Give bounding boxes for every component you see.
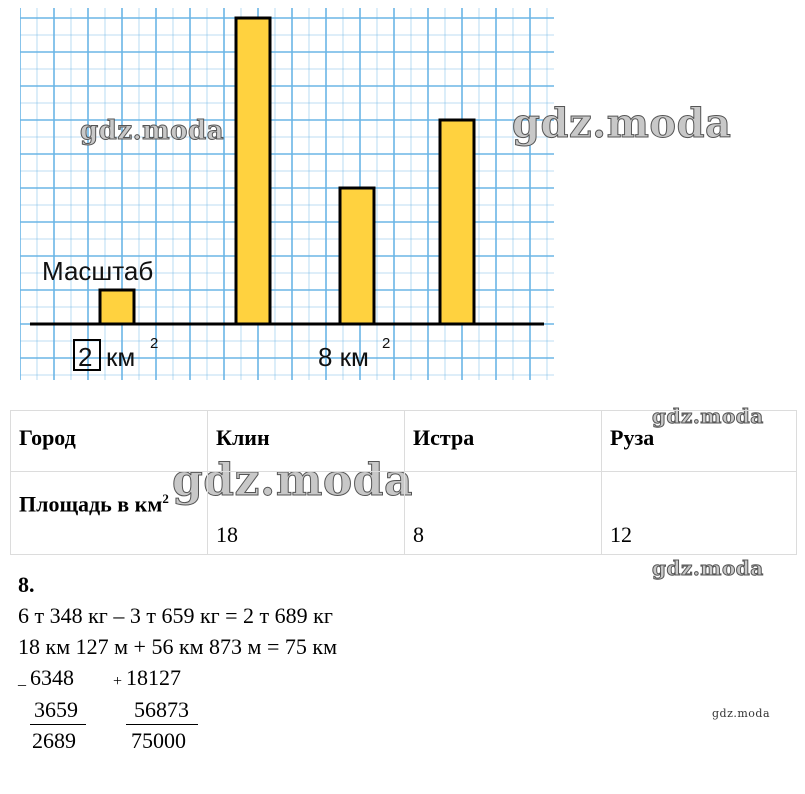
calc-top: 6348 — [30, 665, 74, 690]
task-number: 8. — [18, 572, 35, 597]
scale-box-value: 2 — [78, 342, 93, 372]
bar-chart — [20, 8, 554, 380]
calc-middle: 3659 — [30, 697, 86, 725]
table-header-row — [11, 411, 797, 472]
value-cell: 18 — [208, 472, 405, 555]
equation-line: 18 км 127 м + 56 км 873 м = 75 км — [18, 634, 337, 659]
row-label: Площадь в км — [19, 491, 163, 517]
chart-svg — [20, 8, 554, 380]
plus-sign: + — [113, 673, 123, 690]
annotation-exponent: 2 — [382, 335, 391, 352]
table-row — [11, 472, 797, 555]
row-label-exponent: 2 — [162, 491, 169, 506]
scale-unit-exponent: 2 — [150, 335, 159, 352]
value-cell: 8 — [405, 472, 602, 555]
row-label-cell — [11, 472, 208, 555]
value-cell: 12 — [602, 472, 797, 555]
calc-top: 18127 — [126, 665, 181, 690]
watermark: gdz.moda — [712, 707, 771, 720]
scale-label: Масштаб — [42, 256, 154, 286]
calc-middle: 56873 — [126, 697, 198, 725]
bar — [100, 290, 134, 324]
watermark: gdz.moda — [652, 404, 764, 428]
scale-unit: км — [106, 342, 136, 372]
watermark: gdz.moda — [80, 116, 225, 146]
bar — [236, 18, 270, 324]
watermark: gdz.moda — [652, 556, 764, 580]
equation-line: 6 т 348 кг – 3 т 659 кг = 2 т 689 кг — [18, 603, 333, 628]
watermark: gdz.moda — [512, 100, 732, 147]
header-cell: Истра — [405, 411, 602, 472]
calc-result: 2689 — [32, 728, 76, 753]
header-cell: Руза — [602, 411, 797, 472]
header-cell: Клин — [208, 411, 405, 472]
bar — [440, 120, 474, 324]
minus-sign: _ — [18, 671, 26, 688]
calc-result: 75000 — [131, 728, 186, 753]
area-table — [10, 410, 797, 555]
annotation-label: 8 км — [318, 342, 369, 372]
header-cell: Город — [11, 411, 208, 472]
bar — [340, 188, 374, 324]
watermark: gdz.moda — [172, 455, 414, 506]
